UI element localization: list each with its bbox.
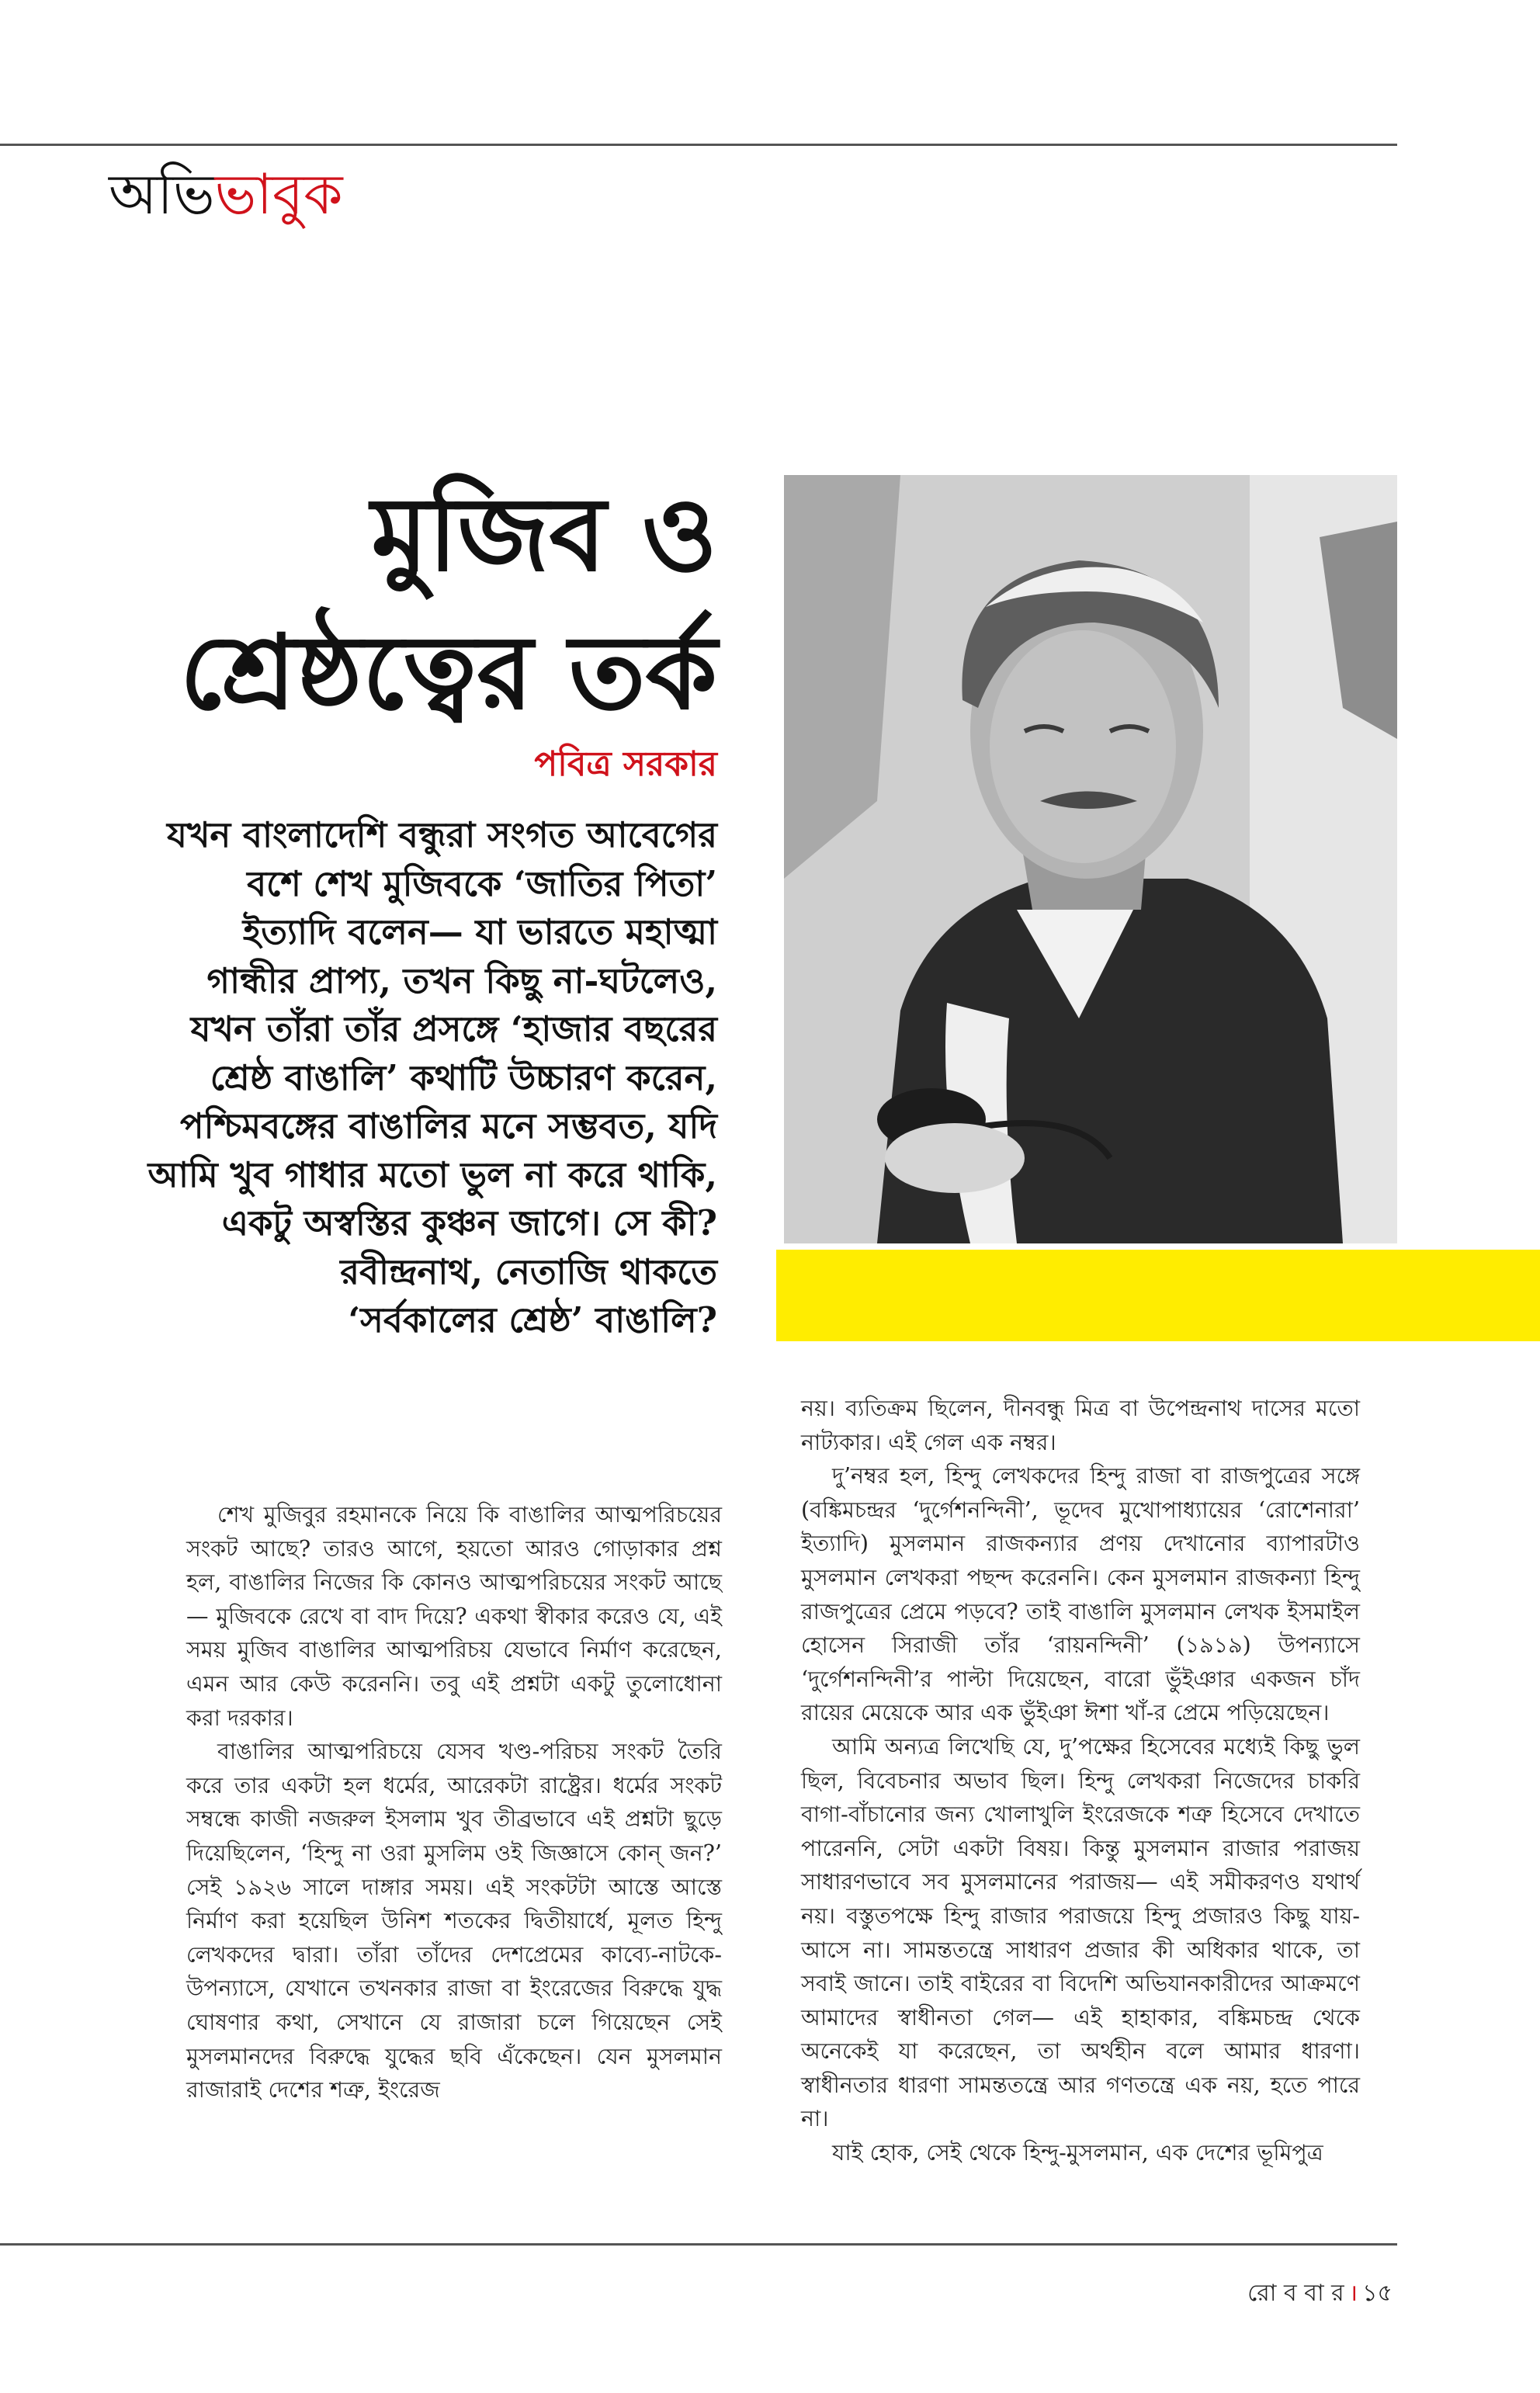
body-paragraph: দু’নম্বর হল, হিন্দু লেখকদের হিন্দু রাজা বা রাজপুত্রের সঙ্গে (বঙ্কিমচন্দ্রর ‘দুর্গেশনন্দিনী’, ভূদেব মুখোপাধ্যায়ের ‘রোশেনারা’ ইত্যাদি) মুসলমান রাজকন্যার প্রণয় দেখানোর ব্যাপারটাও মুসলমান লেখকরা পছন্দ করেননি। কেন মুসলমান রাজকন্যা হিন্দু রাজপুত্রের প্রেমে পড়বে? তাই বাঙালি মুসলমান লেখক ইসমাইল হোসেন সিরাজী তাঁর ‘রায়নন্দিনী’ (১৯১৯) উপন্যাসে ‘দুর্গেশনন্দিনী’র পাল্টা দিয়েছেন, বারো ভুঁইঞার একজন চাঁদ রায়ের মেয়েকে আর এক ভুঁইঞা ঈশা খাঁ-র প্রেমে পড়িয়েছেন।: [801, 1463, 1360, 1726]
section-tag-part2: ভাবুক: [214, 161, 343, 227]
title-line-1: মুজিব ও: [371, 474, 717, 595]
body-column-right: [801, 1392, 1360, 2170]
standfirst-line: যখন বাংলাদেশি বন্ধুরা সংগত আবেগের: [166, 814, 717, 855]
standfirst-line: গান্ধীর প্রাপ্য, তখন কিছু না-ঘটলেও,: [206, 959, 717, 1001]
standfirst-line: একটু অস্বস্তির কুঞ্চন জাগে। সে কী?: [221, 1202, 717, 1243]
body-paragraph: বাঙালির আত্মপরিচয়ে যেসব খণ্ড-পরিচয় সংকট তৈরি করে তার একটা হল ধর্মের, আরেকটা রাষ্ট্রের। ধর্মের সংকট সম্বন্ধে কাজী নজরুল ইসলাম খুব তীব্রভাবে এই প্রশ্নটা ছুড়ে দিয়েছিলেন, ‘হিন্দু না ওরা মুসলিম ওই জিজ্ঞাসে কোন্ জন?’ সেই ১৯২৬ সালে দাঙ্গার সময়। এই সংকটটা আস্তে আস্তে নির্মাণ করা হয়েছিল উনিশ শতকের দ্বিতীয়ার্ধে, মূলত হিন্দু লেখকদের দ্বারা। তাঁরা তাঁদের দেশপ্রেমের কাব্যে-নাটকে-উপন্যাসে, যেখানে তখনকার রাজা বা ইংরেজের বিরুদ্ধে যুদ্ধ ঘোষণার কথা, সেখানে যে রাজারা চলে গিয়েছেন সেই মুসলমানদের বিরুদ্ধে যুদ্ধের ছবি এঁকেছেন। যেন মুসলমান রাজারাই দেশের শত্রু, ইংরেজ: [186, 1739, 722, 2103]
body-paragraph: শেখ মুজিবুর রহমানকে নিয়ে কি বাঙালির আত্মপরিচয়ের সংকট আছে? তারও আগে, হয়তো আরও গোড়াকার প্রশ্ন হল, বাঙালির নিজের কি কোনও আত্মপরিচয়ের সংকট আছে— মুজিবকে রেখে বা বাদ দিয়ে? একথা স্বীকার করেও যে, এই সময় মুজিব বাঙালির আত্মপরিচয় যেভাবে নির্মাণ করেছেন, এমন আর কেউ করেননি। তবু এই প্রশ্নটা একটু তুলোধোনা করা দরকার।: [186, 1502, 722, 1731]
standfirst-line: যখন তাঁরা তাঁর প্রসঙ্গে ‘হাজার বছরের: [190, 1008, 717, 1049]
standfirst-line: ইত্যাদি বলেন— যা ভারতে মহাত্মা: [242, 911, 717, 952]
standfirst-line: রবীন্দ্রনাথ, নেতাজি থাকতে: [340, 1250, 717, 1292]
portrait-photo-drawing: [784, 475, 1397, 1243]
standfirst-line: শ্রেষ্ঠ বাঙালি’ কথাটি উচ্চারণ করেন,: [210, 1056, 717, 1098]
magazine-name: রো ব বা র: [1247, 2280, 1344, 2307]
section-tag: [109, 159, 343, 229]
body-column-left: [186, 1498, 722, 2107]
title-line-2: শ্রেষ্ঠত্বের তর্ক: [179, 612, 717, 733]
article-title: [19, 466, 717, 742]
page-folio: [1247, 2278, 1393, 2309]
section-tag-part1: অভি: [109, 161, 215, 227]
bottom-rule: [0, 2243, 1397, 2246]
body-paragraph: নয়। ব্যতিক্রম ছিলেন, দীনবন্ধু মিত্র বা উপেন্দ্রনাথ দাসের মতো নাট্যকার। এই গেল এক নম্বর।: [801, 1396, 1360, 1455]
top-rule: [0, 144, 1397, 146]
highlight-band: [776, 1250, 1540, 1341]
standfirst: [34, 811, 717, 1345]
standfirst-line: আমি খুব গাধার মতো ভুল না করে থাকি,: [147, 1153, 717, 1195]
folio-separator: ।: [1348, 2280, 1358, 2307]
body-paragraph: আমি অন্যত্র লিখেছি যে, দু’পক্ষের হিসেবের মধ্যেই কিছু ভুল ছিল, বিবেচনার অভাব ছিল। হিন্দু লেখকরা নিজেদের চাকরি বাগা-বাঁচানোর জন্য খোলাখুলি ইংরেজকে শত্রু হিসেবে দেখাতে পারেননি, সেটা একটা বিষয়। কিন্তু মুসলমান রাজার পরাজয় সাধারণভাবে সব মুসলমানের পরাজয়— এই সমীকরণও যথার্থ নয়। বস্তুতপক্ষে হিন্দু রাজার পরাজয়ে হিন্দু প্রজারও কিছু যায়-আসে না। সামন্ততন্ত্রে সাধারণ প্রজার কী অধিকার থাকে, তা সবাই জানে। তাই বাইরের বা বিদেশি অভিযানকারীদের আক্রমণে আমাদের স্বাধীনতা গেল— এই হাহাকার, বঙ্কিমচন্দ্র থেকে অনেকেই যা করেছেন, তা অর্থহীন বলে আমার ধারণা। স্বাধীনতার ধারণা সামন্ততন্ত্রে আর গণতন্ত্রে এক নয়, হতে পারে না।: [801, 1733, 1360, 2132]
page-number: ১৫: [1362, 2280, 1393, 2307]
portrait-photo: [784, 475, 1397, 1243]
body-paragraph: যাই হোক, সেই থেকে হিন্দু-মুসলমান, এক দেশের ভূমিপুত্র: [832, 2140, 1323, 2166]
standfirst-line: বশে শেখ মুজিবকে ‘জাতির পিতা’: [247, 862, 717, 904]
author-byline: পবিত্র সরকার: [534, 744, 717, 784]
standfirst-line: পশ্চিমবঙ্গের বাঙালির মনে সম্ভবত, যদি: [180, 1105, 717, 1146]
standfirst-line: ‘সর্বকালের শ্রেষ্ঠ’ বাঙালি?: [348, 1299, 717, 1340]
